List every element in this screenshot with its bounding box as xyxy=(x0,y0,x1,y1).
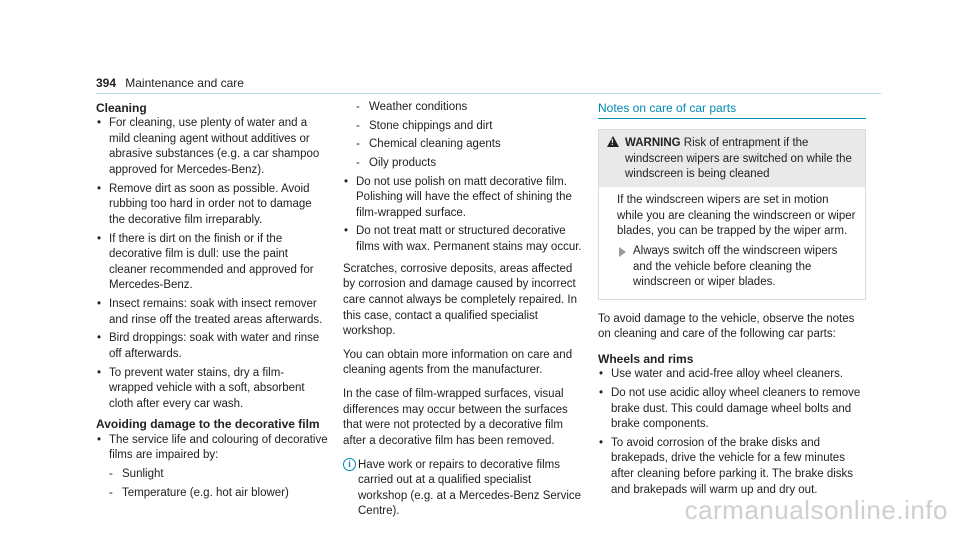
film-care-list xyxy=(343,175,583,256)
wheels-list xyxy=(598,367,866,498)
paragraph: Scratches, corrosive deposits, areas affected by corrosion and damage caused by incorrect care cannot always be completely repaired. In this case, contact a qualified specialist workshop. xyxy=(343,262,577,338)
wheels-heading: Wheels and rims xyxy=(598,352,694,367)
warning-text: If the windscreen wipers are set in motion while you are cleaning the windscreen or wiper blades, you can be trapped by the wiper arm. xyxy=(617,194,856,238)
list-item: • Do not treat matt or structured decorative films with wax. Permanent stains may occur. xyxy=(343,224,583,255)
cleaning-heading: Cleaning xyxy=(96,101,147,115)
warning-triangle-icon: ! xyxy=(607,136,619,147)
paragraph: You can obtain more information on care and cleaning agents from the manufacturer. xyxy=(343,348,573,377)
section-title: Maintenance and care xyxy=(125,76,244,90)
sub-list-item: - Oily products xyxy=(356,156,583,172)
list-item: • To avoid corrosion of the brake disks and brakepads, drive the vehicle for a few minutes after cleaning before parking it. The brake disks and brakepads will warm up and dry out. xyxy=(598,436,866,499)
sub-list xyxy=(109,467,328,501)
list-item: • Do not use polish on matt decorative film. Polishing will have the effect of shining the film-wrapped surface. xyxy=(343,175,583,222)
action-arrow-icon xyxy=(619,247,626,257)
warning-body xyxy=(599,187,865,299)
cleaning-list xyxy=(96,116,328,412)
info-note-text: Have work or repairs to decorative films carried out at a qualified specialist workshop (e.g. at a Mercedes-Benz Service Centre). xyxy=(358,458,582,518)
page-number: 394 xyxy=(96,76,117,90)
avoid-damage-text: The service life and colouring of decorative films are impaired by: xyxy=(109,433,328,462)
intro-paragraph: To avoid damage to the vehicle, observe the notes on cleaning and care of the following car parts: xyxy=(598,312,855,341)
watermark: carmanualsonline.info xyxy=(684,494,948,525)
list-item: • Insect remains: soak with insect remover and rinse off the treated areas afterwards. xyxy=(96,297,328,328)
avoid-damage-heading: Avoiding damage to the decorative film xyxy=(96,417,320,432)
list-item: • If there is dirt on the finish or if the decorative film is dull: use the paint cleaner recommended and approved for Mercedes-Benz. xyxy=(96,232,328,295)
column-3 xyxy=(598,100,866,501)
sub-list-item: - Sunlight xyxy=(109,467,328,483)
list-item: • Do not use acidic alloy wheel cleaners to remove brake dust. This could damage wheel bolts and brake components. xyxy=(598,386,866,433)
warning-action xyxy=(617,244,857,291)
sub-list-item: - Stone chippings and dirt xyxy=(356,119,583,135)
sub-list-item: - Weather conditions xyxy=(356,100,583,116)
warning-title: Risk of entrapment if the windscreen wipers are switched on while the windscreen is being cleaned xyxy=(625,137,852,181)
info-icon: i xyxy=(343,458,356,471)
list-item: • Use water and acid-free alloy wheel cleaners. xyxy=(598,367,866,383)
sub-list-item: - Chemical cleaning agents xyxy=(356,137,583,153)
column-1 xyxy=(96,100,328,504)
warning-box xyxy=(598,129,866,300)
list-item: • Bird droppings: soak with water and rinse off afterwards. xyxy=(96,331,328,362)
sub-list-item: - Temperature (e.g. hot air blower) xyxy=(109,486,328,502)
avoid-damage-list xyxy=(96,433,328,502)
list-item: • For cleaning, use plenty of water and a mild cleaning agent without additives or abrasive substances (e.g. a car shampoo approved for Mercedes-Benz). xyxy=(96,116,328,179)
paragraph: In the case of film-wrapped surfaces, visual differences may occur between the surfaces that were not protected by a decorative film after a decorative film has been removed. xyxy=(343,388,568,447)
warning-action-text: Always switch off the windscreen wipers and the vehicle before cleaning the windscreen or wiper blades. xyxy=(633,244,838,289)
care-notes-heading: Notes on care of car parts xyxy=(598,101,737,115)
list-item: • To prevent water stains, dry a film-wrapped vehicle with a soft, absorbent cloth after every car wash. xyxy=(96,366,328,413)
header-divider xyxy=(96,93,881,94)
warning-label: WARNING xyxy=(625,137,681,150)
list-item: • Remove dirt as soon as possible. Avoid rubbing too hard in order not to damage the decorative film irreparably. xyxy=(96,182,328,229)
sub-list-continued xyxy=(356,100,583,172)
warning-header xyxy=(599,130,865,187)
list-item xyxy=(96,433,328,502)
page-header xyxy=(96,75,881,93)
info-note xyxy=(343,458,583,521)
heading-underline xyxy=(598,118,866,119)
column-2 xyxy=(343,100,583,520)
